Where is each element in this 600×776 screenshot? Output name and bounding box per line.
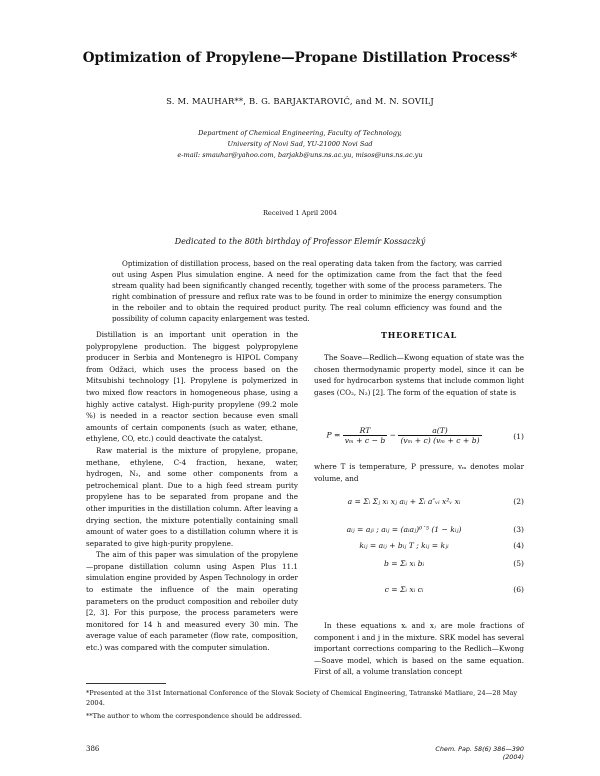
eq2-body: a = Σᵢ Σⱼ xᵢ xⱼ aᵢⱼ + Σᵢ a″ᵥᵢ x²ᵥ xᵢ — [347, 497, 461, 506]
eq6-body: c = Σᵢ xᵢ cᵢ — [384, 585, 424, 594]
eq1-f2-denominator: (vₘ + c) (vₘ + c + b) — [400, 436, 480, 445]
affiliation — [0, 128, 600, 161]
affiliation-line-1: Department of Chemical Engineering, Faculty of Technology, — [198, 129, 402, 137]
eq1-f2-numerator: a(T) — [398, 426, 481, 436]
eq1-minus: − — [389, 430, 397, 440]
equation-6 — [314, 585, 524, 603]
equation-number-5: (5) — [513, 559, 524, 568]
equation-1 — [314, 426, 524, 452]
affiliation-line-2: University of Novi Sad, YU-21000 Novi Sad — [227, 140, 373, 148]
theory-paragraph-3: In these equations xᵢ and xⱼ are mole fractions of component i and j in the mixture. SRK model has several important corrections comparing to the Redlich—Kwong—Soave model, which is based on the same equation. First of all, a volume translation concept — [314, 621, 524, 677]
eq4-body: kᵢⱼ = aᵢⱼ + bᵢⱼ T ; kᵢⱼ = kⱼᵢ — [359, 541, 449, 550]
equation-number-6: (6) — [513, 585, 524, 594]
eq1-f1-denominator: vₘ + c − b — [344, 436, 386, 445]
right-column-top — [314, 352, 524, 398]
eq1-f1-numerator: RT — [343, 426, 387, 436]
equation-number-3: (3) — [513, 525, 524, 534]
intro-paragraph-3: The aim of this paper was simulation of the propylene—propane distillation column using Aspen Plus 11.1 simulation engine provided by Aspen Technology in order to estimate the influence of the main operating parameters on the product composition and reboiler duty [2, 3]. For this purpose, the process parameters were monitored for 14 h and measured every 30 min. The average value of each parameter (flow rate, composition, etc.) was compared with the computer simulation. — [86, 550, 298, 653]
right-column-bottom — [314, 620, 524, 678]
dedication: Dedicated to the 80th birthday of Professor Elemír Kossaczký — [174, 237, 426, 246]
eq1-lhs: P = — [326, 430, 341, 440]
equation-2 — [314, 497, 524, 515]
eq1-fraction-1 — [343, 426, 387, 445]
footnote-1: *Presented at the 31st International Conference of the Slovak Society of Chemical Engineering, Tatranské Matliare, 24—28 May 2004. — [86, 689, 518, 707]
paper-title: Optimization of Propylene—Propane Distillation Process* — [82, 50, 518, 66]
eq1-fraction-2 — [398, 426, 481, 445]
page-number: 386 — [86, 745, 100, 753]
received-date: Received 1 April 2004 — [262, 209, 338, 217]
left-column — [86, 329, 298, 654]
footnote-divider — [86, 683, 166, 684]
equation-number-1: (1) — [513, 432, 524, 441]
eq3-body: aᵢⱼ = aⱼᵢ ; aᵢⱼ = (aᵢaⱼ)⁰˙⁵ (1 − kᵢⱼ) — [346, 525, 462, 534]
eq5-body: b = Σᵢ xᵢ bᵢ — [384, 559, 424, 568]
intro-paragraph-2: Raw material is the mixture of propylene, propane, methane, ethylene, C-4 fraction, hexane, water, hydrogen, N₂, and some other components from a petrochemical plant. Due to a high feed stream purity propylene has to be separated from propane and the other impurities in the distillation column. After leaving a drying section, the mixture potentially containing small amount of water goes to a distillation column where it is separated to give high-purity propylene. — [86, 445, 298, 548]
journal-reference: Chem. Pap. 58(6) 386—390 (2004) — [435, 745, 524, 761]
equation-number-2: (2) — [513, 497, 524, 506]
intro-paragraph-1: Distillation is an important unit operation in the polypropylene production. The biggest polypropylene producer in Serbia and Montenegro is HIPOL Company from Odžaci, which uses the process based on the Mitsubishi technology [1]. Propylene is polymerized in two mixed flow reactors in homogeneous phase, using a highly active catalyst. High-purity propylene (99.2 mole %) is needed in a reactor section because even small amounts of certain components (such as water, ethane, ethylene, CO, etc.) could deactivate the catalyst. — [86, 330, 298, 444]
authors: S. M. MAUHAR**, B. G. BARJAKTAROVIĆ, and M. N. SOVILJ — [166, 96, 434, 106]
theory-paragraph-1: The Soave—Redlich—Kwong equation of state was the chosen thermodynamic property model, since it can be used for hydrocarbon systems that include common light gases (CO₂, N₂) [2]. The form of the equation of state is — [314, 353, 524, 397]
affiliation-email: e-mail: smauhar@yahoo.com, barjakb@uns.ns.ac.yu, misos@uns.ns.ac.yu — [177, 151, 423, 159]
equation-5 — [314, 559, 524, 577]
equation-number-4: (4) — [513, 541, 524, 550]
footnote-2: **The author to whom the correspondence should be addressed. — [86, 712, 303, 720]
abstract: Optimization of distillation process, based on the real operating data taken from the factory, was carried out using Aspen Plus simulation engine. A need for the optimization came from the fact that the feed stream quality had been significantly changed recently, together with some of the process parameters. The right combination of pressure and reflux rate was to be found in order to minimize the energy consumption in the reboiler and to obtain the required product purity. The real column efficiency was found and the possibility of column capacity enlargement was tested. — [112, 259, 502, 324]
theory-paragraph-2: where T is temperature, P pressure, vₘ denotes molar volume, and — [314, 462, 524, 483]
section-heading-theoretical: THEORETICAL — [380, 330, 458, 340]
equation-4 — [314, 541, 524, 559]
right-column-mid — [314, 461, 524, 484]
